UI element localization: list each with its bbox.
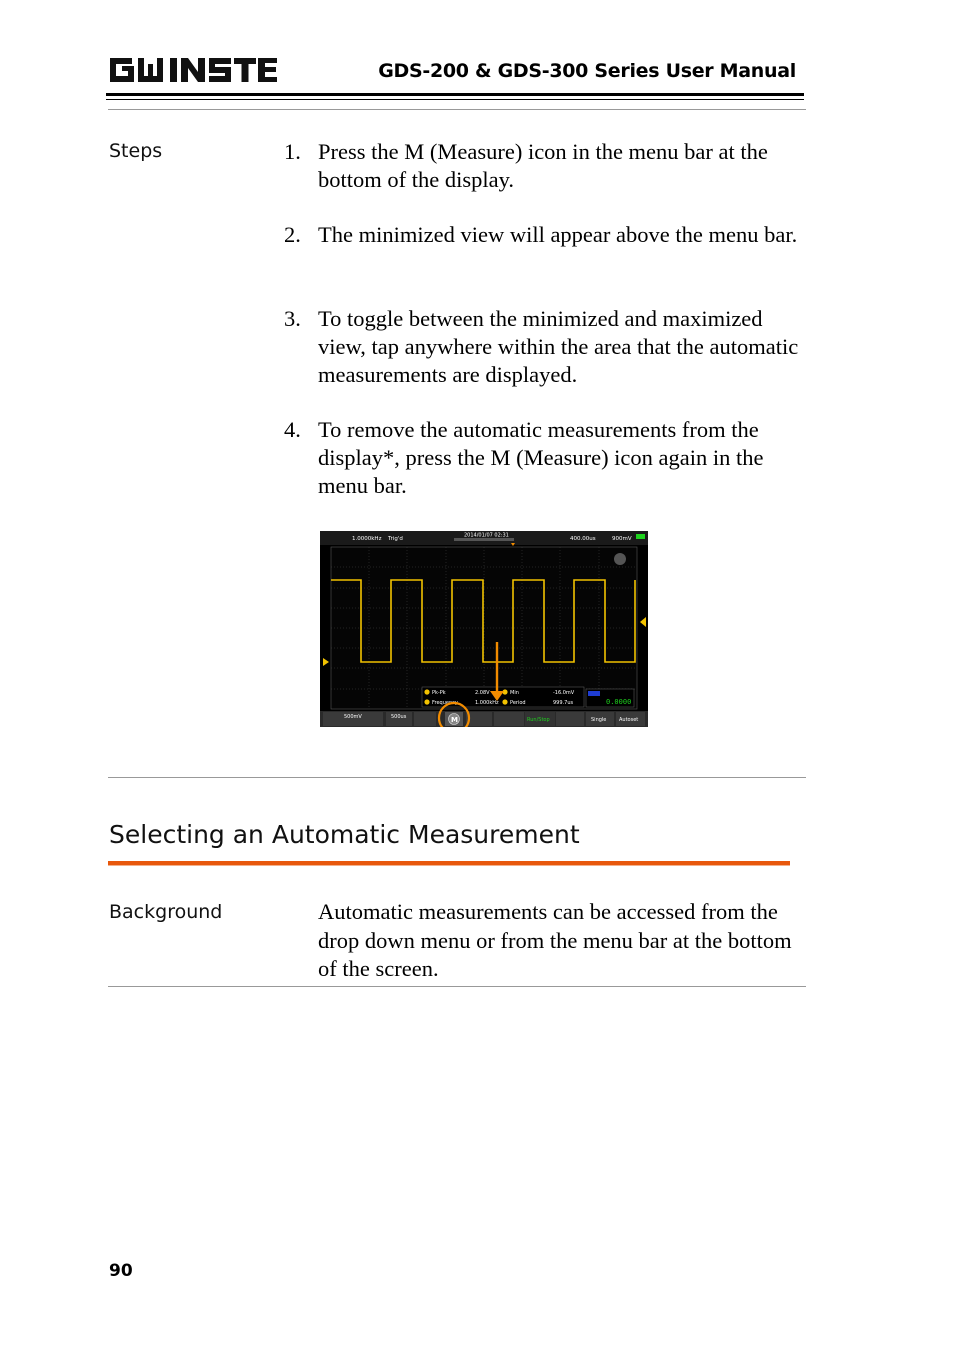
measurement-name: Frequency: [432, 700, 458, 706]
step-3: [284, 305, 804, 389]
background-text: Automatic measurements can be accessed from the drop down menu or from the menu bar at the bottom of the screen.: [318, 899, 792, 981]
oscilloscope-screenshot: [320, 531, 648, 727]
measure-m-label: M: [451, 716, 458, 724]
section-title-underline: [108, 861, 790, 865]
header-rule-thin: [106, 99, 804, 100]
section-divider: [108, 777, 806, 778]
step-text: To toggle between the minimized and maximized view, tap anywhere within the area that the automatic measurements are displayed.: [318, 306, 799, 387]
trigger-button[interactable]: [414, 712, 436, 726]
single-label: Single: [591, 717, 607, 723]
step-text: Press the M (Measure) icon in the menu bar at the bottom of the display.: [318, 139, 768, 192]
autoset-label: Autoset: [619, 717, 639, 723]
menu-slot-button[interactable]: [494, 712, 524, 726]
step-1: [284, 138, 804, 194]
timebase-value: 500us: [391, 714, 407, 720]
step-number: 4.: [284, 417, 301, 442]
step-4: [284, 416, 804, 500]
waveform-settings-icon[interactable]: [614, 553, 626, 565]
step-number: 2.: [284, 222, 301, 247]
measurement-value: 1.000kHz: [475, 700, 499, 706]
background-label: Background: [109, 901, 223, 923]
trigger-level: 900mV: [612, 536, 632, 542]
menu-slot-button[interactable]: [556, 712, 584, 726]
dmm-value: 0.0000: [606, 698, 632, 706]
measurement-value: 2.08V: [475, 690, 490, 696]
date-time: 2014/01/07 02:31: [464, 532, 509, 539]
gw-instek-logo: [108, 52, 278, 86]
run-stop-label: Run/Stop: [527, 717, 550, 723]
ch1-scale-value: 500mV: [344, 714, 362, 720]
measurement-name: Period: [510, 700, 526, 706]
step-number: 3.: [284, 306, 301, 331]
step-text: The minimized view will appear above the menu bar.: [318, 222, 798, 247]
memory-bar: [454, 538, 514, 541]
background-rule: [108, 986, 806, 987]
measurement-name: Pk-Pk: [432, 690, 446, 696]
trigger-frequency: 1.0000kHz: [352, 536, 382, 542]
step-2: [284, 221, 804, 249]
step-number: 1.: [284, 139, 301, 164]
timebase-position: 400.00us: [570, 536, 596, 542]
measurement-value: 999.7us: [553, 700, 574, 706]
step-text: To remove the automatic measurements from the display*, press the M (Measure) icon again in the menu bar.: [318, 417, 764, 498]
measurement-name: Min: [510, 690, 519, 696]
measurement-value: -16.0mV: [553, 690, 575, 696]
page-number: 90: [109, 1261, 133, 1281]
section-title: Selecting an Automatic Measurement: [109, 820, 580, 849]
trigger-status: Trig'd: [388, 536, 403, 542]
header-rule-light: [108, 109, 806, 110]
steps-label: Steps: [109, 140, 163, 162]
manual-title: GDS-200 & GDS-300 Series User Manual: [378, 60, 796, 82]
header-rule-thick: [106, 93, 804, 96]
battery-icon: [636, 534, 645, 539]
